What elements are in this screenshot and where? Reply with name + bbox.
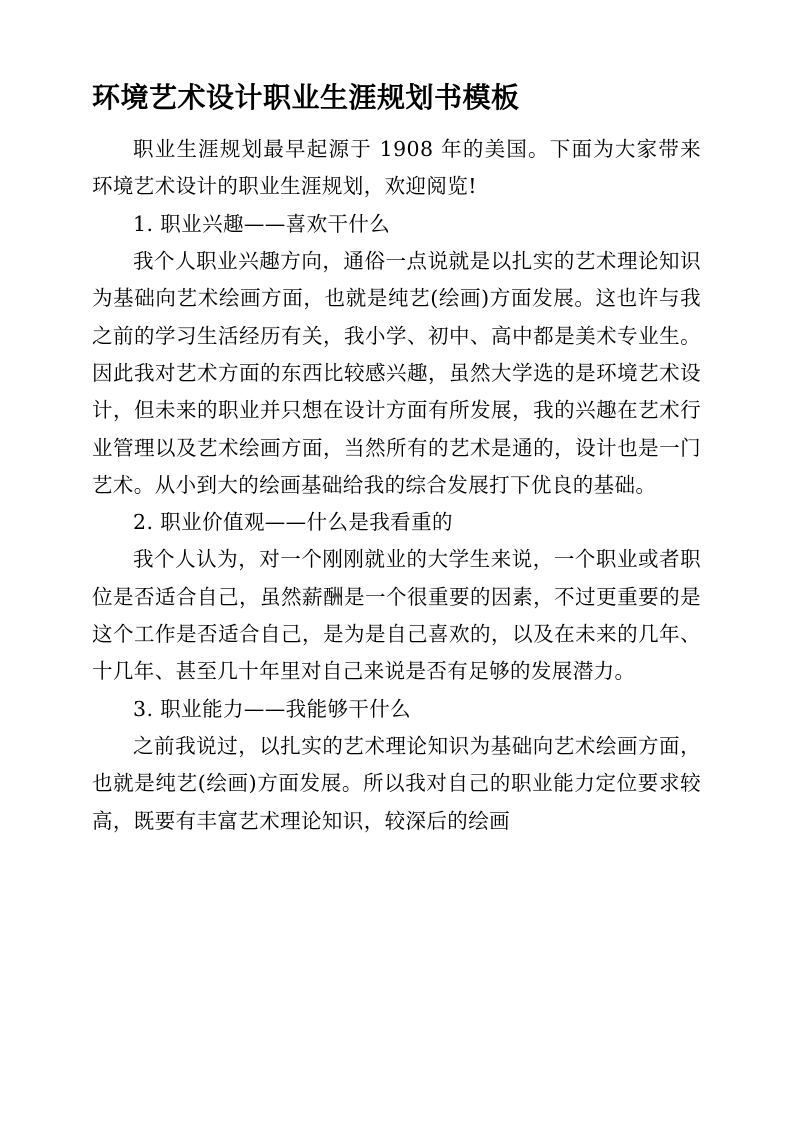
paragraph-section-3-heading: 3. 职业能力——我能够干什么 — [133, 696, 412, 721]
page-title: 环境艺术设计职业生涯规划书模板 — [92, 81, 520, 114]
paragraph-section-3-body: 之前我说过，以扎实的艺术理论知识为基础向艺术绘画方面，也就是纯艺(绘画)方面发展。所以我对自己的职业能力定位要求较高，既要有丰富艺术理论知识，较深后的绘画 — [92, 733, 701, 833]
paragraph-intro: 职业生涯规划最早起源于 1908 年的美国。下面为大家带来环境艺术设计的职业生涯规划，欢迎阅览! — [92, 137, 701, 199]
paragraph-section-1-body: 我个人职业兴趣方向，通俗一点说就是以扎实的艺术理论知识为基础向艺术绘画方面，也就是纯艺(绘画)方面发展。这也许与我之前的学习生活经历有关，我小学、初中、高中都是美术专业生。因此我对艺术方面的东西比较感兴趣，虽然大学选的是环境艺术设计，但未来的职业并只想在设计方面有所发展，我的兴趣在艺术行业管理以及艺术绘画方面，当然所有的艺术是通的，设计也是一门艺术。从小到大的绘画基础给我的综合发展打下优良的基础。 — [92, 249, 701, 497]
paragraph-section-1-heading: 1. 职业兴趣——喜欢干什么 — [133, 211, 391, 236]
paragraph-section-2-heading: 2. 职业价值观——什么是我看重的 — [133, 510, 453, 535]
paragraph-section-2-body: 我个人认为，对一个刚刚就业的大学生来说，一个职业或者职位是否适合自己，虽然薪酬是一个很重要的因素，不过更重要的是这个工作是否适合自己，是为是自己喜欢的，以及在未来的几年、十几年、甚至几十年里对自己来说是否有足够的发展潜力。 — [92, 547, 701, 684]
